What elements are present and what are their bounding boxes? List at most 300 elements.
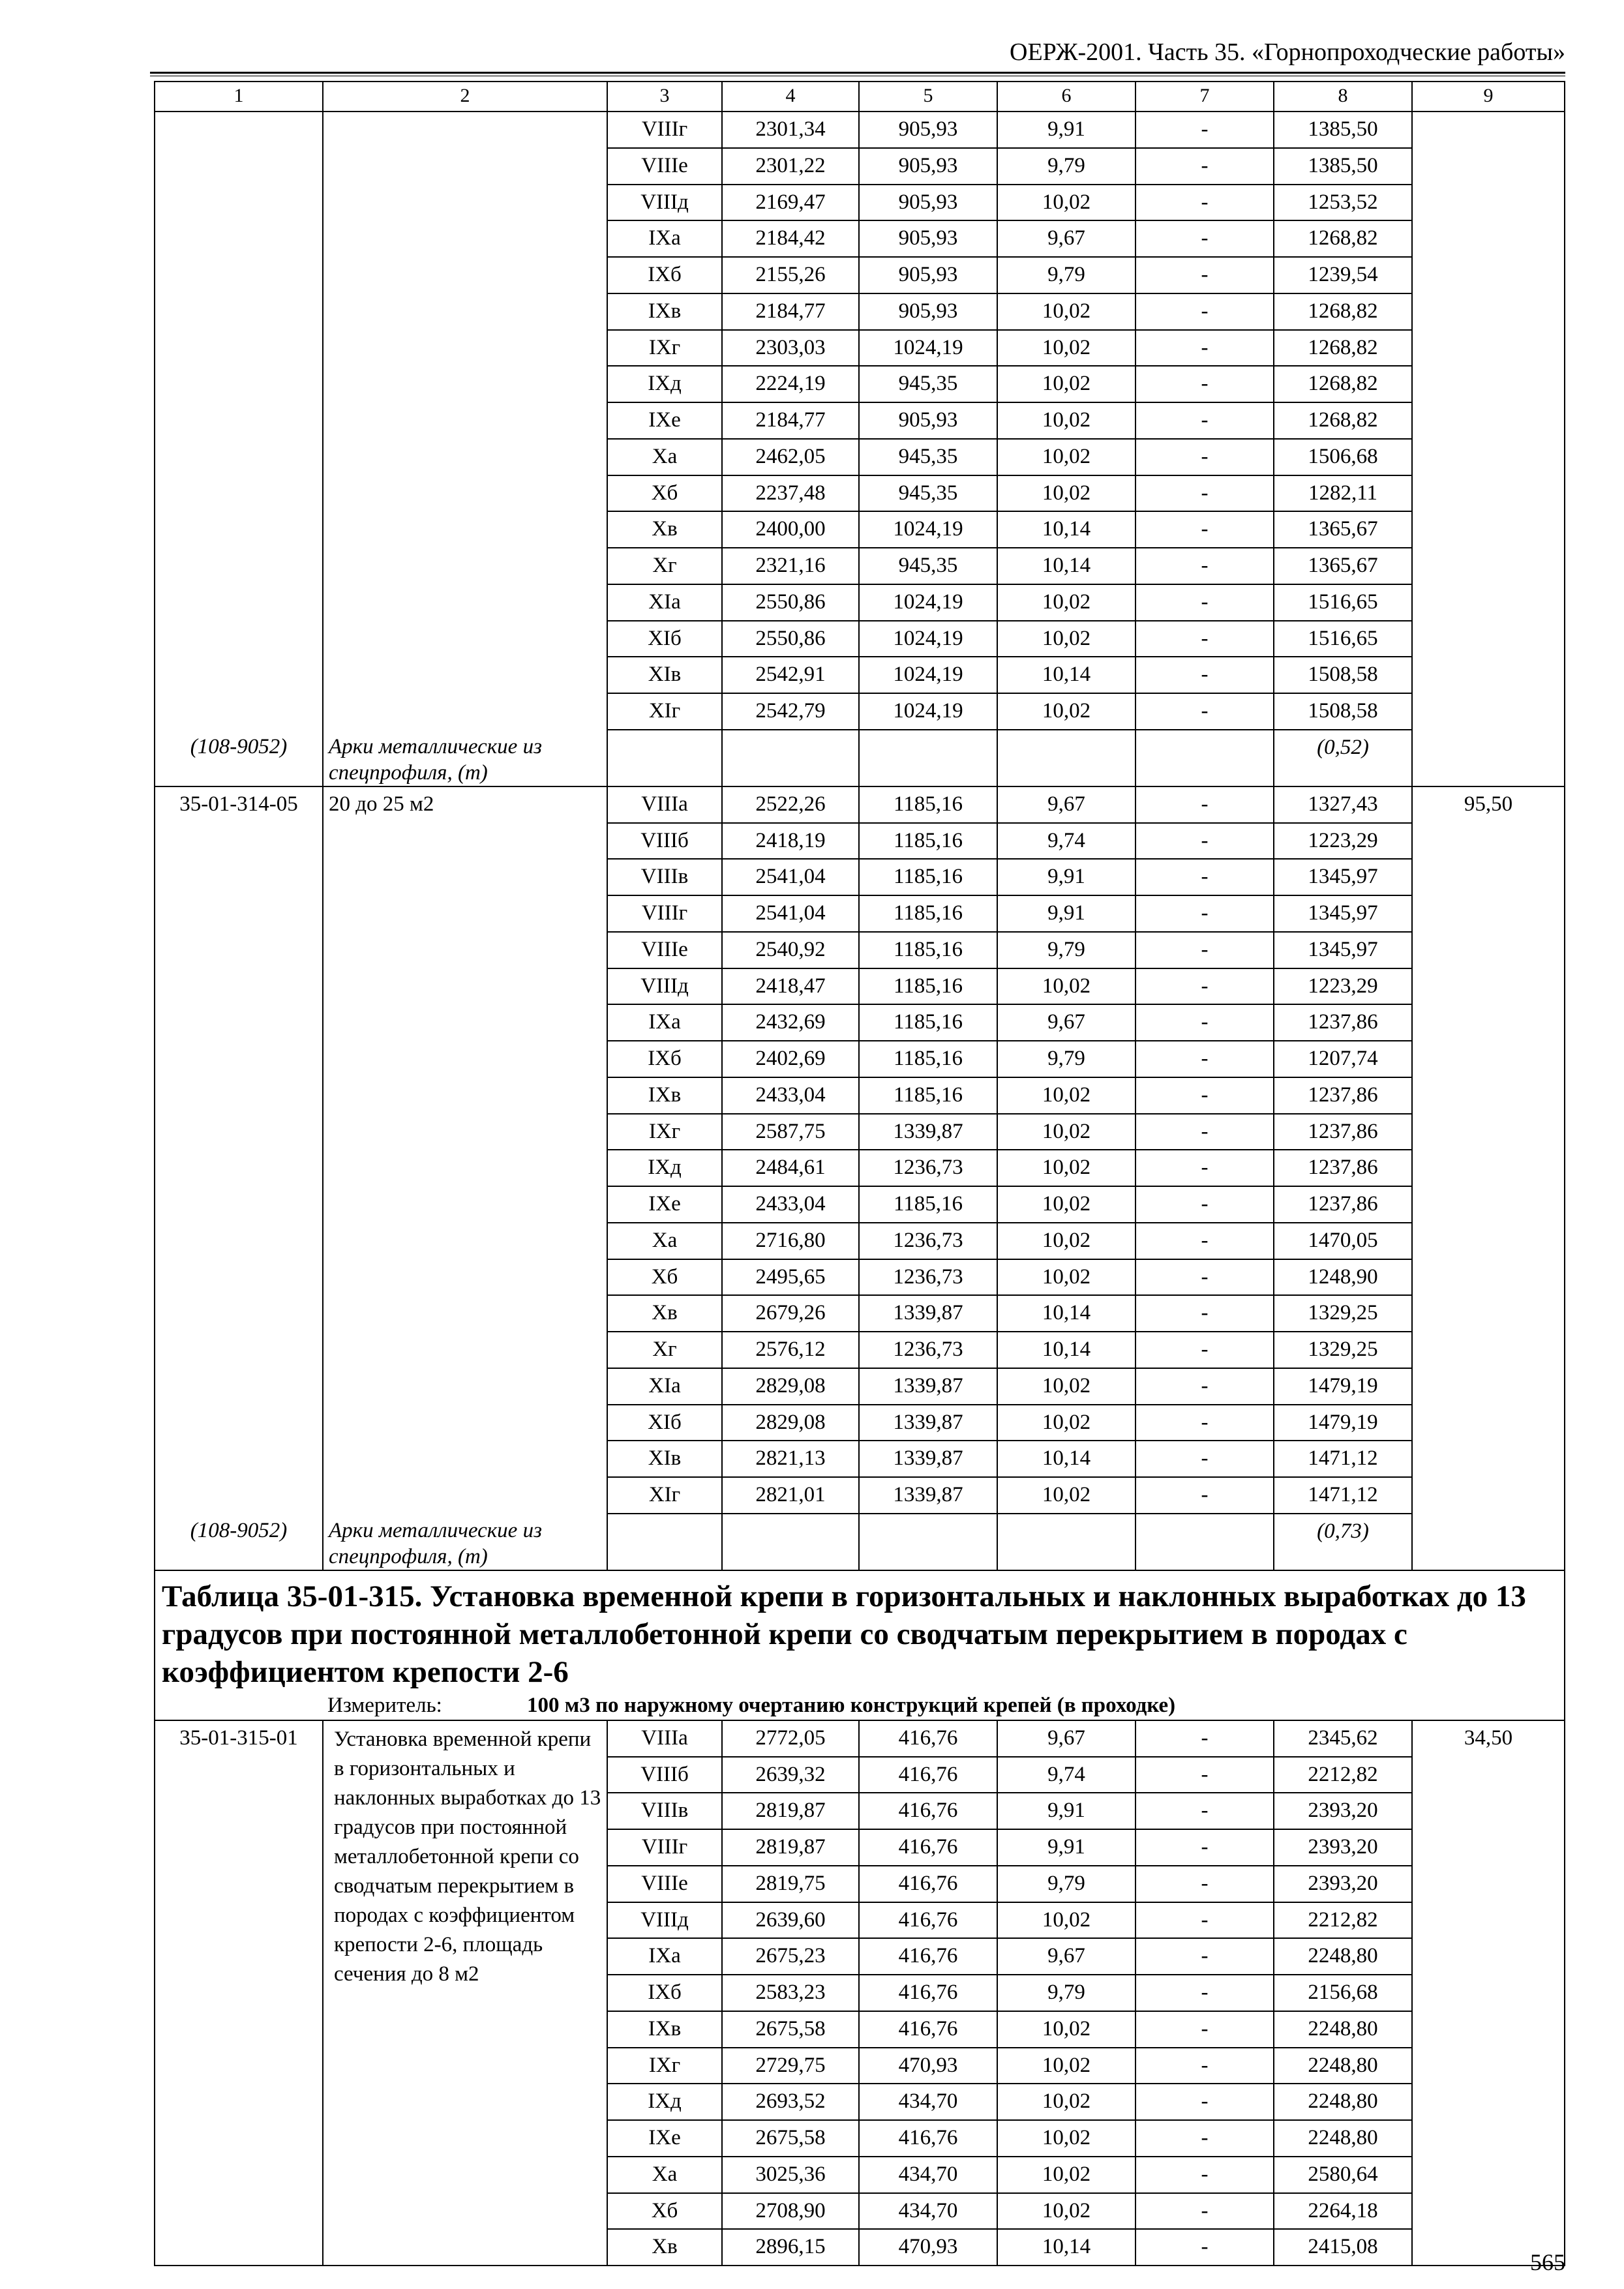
work-name-cell: [323, 112, 607, 148]
materials-cell: 1365,67: [1274, 511, 1412, 548]
labor-cell: [1412, 584, 1565, 621]
direct-cost-cell: 2675,58: [722, 2120, 859, 2157]
machine-cost-cell: 9,67: [997, 1938, 1135, 1975]
code-cell: [155, 330, 323, 367]
table-row: [155, 1041, 1565, 1077]
wages-cell: 470,93: [859, 2229, 997, 2266]
code-cell: [155, 932, 323, 968]
materials-cell: 2580,64: [1274, 2157, 1412, 2193]
code-cell: [155, 1793, 323, 1829]
machine-cost-cell: 10,02: [997, 475, 1135, 512]
direct-cost-cell: 2184,77: [722, 293, 859, 330]
wages-cell: 905,93: [859, 112, 997, 148]
direct-cost-cell: 3025,36: [722, 2157, 859, 2193]
driver-wages-cell: -: [1135, 895, 1274, 932]
machine-cost-cell: 10,02: [997, 293, 1135, 330]
wages-cell: 1339,87: [859, 1405, 997, 1441]
labor-cell: [1412, 932, 1565, 968]
table-row: [155, 1114, 1565, 1150]
labor-cell: [1412, 1975, 1565, 2011]
machine-cost-cell: 10,02: [997, 330, 1135, 367]
code-cell: [155, 439, 323, 475]
direct-cost-cell: 2433,04: [722, 1077, 859, 1114]
zone-cell: IXг: [607, 330, 722, 367]
code-cell: [155, 859, 323, 895]
zone-cell: XIв: [607, 1441, 722, 1477]
wages-cell: 1185,16: [859, 1186, 997, 1223]
driver-wages-cell: -: [1135, 823, 1274, 860]
zone-cell: IXа: [607, 220, 722, 257]
machine-cost-cell: 10,02: [997, 1223, 1135, 1259]
zone-cell: Xа: [607, 439, 722, 475]
table-row: [155, 220, 1565, 257]
column-number: 9: [1412, 82, 1565, 112]
zone-cell: VIIIе: [607, 1866, 722, 1902]
materials-cell: 1471,12: [1274, 1441, 1412, 1477]
labor-cell: [1412, 112, 1565, 148]
code-cell: [155, 2157, 323, 2193]
materials-cell: 1268,82: [1274, 293, 1412, 330]
table-row: [155, 1720, 1565, 1757]
direct-cost-cell: 2303,03: [722, 330, 859, 367]
code-cell: [155, 548, 323, 584]
work-name-cell: [323, 1114, 607, 1150]
materials-cell: 2248,80: [1274, 2084, 1412, 2120]
machine-cost-cell: 10,02: [997, 1186, 1135, 1223]
table-row: [155, 1405, 1565, 1441]
empty-cell: [859, 1514, 997, 1570]
direct-cost-cell: 2432,69: [722, 1004, 859, 1041]
labor-cell: [1412, 1938, 1565, 1975]
driver-wages-cell: -: [1135, 475, 1274, 512]
labor-cell: 34,50: [1412, 1720, 1565, 1757]
direct-cost-cell: 2675,58: [722, 2011, 859, 2048]
driver-wages-cell: -: [1135, 185, 1274, 221]
zone-cell: IXв: [607, 2011, 722, 2048]
machine-cost-cell: 10,02: [997, 2193, 1135, 2230]
materials-cell: 1516,65: [1274, 621, 1412, 657]
zone-cell: VIIIг: [607, 112, 722, 148]
work-name-cell: [323, 402, 607, 439]
table-row: [155, 859, 1565, 895]
materials-cell: 2415,08: [1274, 2229, 1412, 2266]
materials-cell: 2393,20: [1274, 1793, 1412, 1829]
wages-cell: 416,76: [859, 1757, 997, 1793]
zone-cell: IXе: [607, 2120, 722, 2157]
driver-wages-cell: -: [1135, 932, 1274, 968]
direct-cost-cell: 2418,47: [722, 968, 859, 1005]
table-row: [155, 1223, 1565, 1259]
zone-cell: Xа: [607, 2157, 722, 2193]
driver-wages-cell: -: [1135, 693, 1274, 730]
wages-cell: 1185,16: [859, 786, 997, 823]
direct-cost-cell: 2542,79: [722, 693, 859, 730]
zone-cell: VIIIе: [607, 932, 722, 968]
wages-cell: 1185,16: [859, 968, 997, 1005]
wages-cell: 905,93: [859, 257, 997, 293]
empty-cell: [1412, 730, 1565, 786]
table-row: [155, 1004, 1565, 1041]
labor-cell: [1412, 1829, 1565, 1866]
work-name-cell: [323, 1259, 607, 1296]
driver-wages-cell: -: [1135, 366, 1274, 402]
direct-cost-cell: 2321,16: [722, 548, 859, 584]
zone-cell: Xб: [607, 475, 722, 512]
labor-cell: [1412, 1004, 1565, 1041]
machine-cost-cell: 9,67: [997, 786, 1135, 823]
driver-wages-cell: -: [1135, 511, 1274, 548]
wages-cell: 905,93: [859, 402, 997, 439]
table-title-cell: [155, 1570, 1565, 1720]
driver-wages-cell: -: [1135, 257, 1274, 293]
wages-cell: 1236,73: [859, 1223, 997, 1259]
labor-cell: [1412, 1259, 1565, 1296]
table-row: [155, 621, 1565, 657]
materials-cell: 1479,19: [1274, 1368, 1412, 1405]
labor-cell: [1412, 1866, 1565, 1902]
machine-cost-cell: 10,02: [997, 2011, 1135, 2048]
table-row: [155, 584, 1565, 621]
machine-cost-cell: 10,14: [997, 2229, 1135, 2266]
wages-cell: 1185,16: [859, 823, 997, 860]
direct-cost-cell: 2540,92: [722, 932, 859, 968]
resource-row: [155, 1514, 1565, 1570]
wages-cell: 1339,87: [859, 1441, 997, 1477]
driver-wages-cell: -: [1135, 786, 1274, 823]
labor-cell: [1412, 1405, 1565, 1441]
direct-cost-cell: 2772,05: [722, 1720, 859, 1757]
code-cell: [155, 1757, 323, 1793]
code-cell: [155, 2193, 323, 2230]
table-row: [155, 1332, 1565, 1368]
driver-wages-cell: -: [1135, 330, 1274, 367]
direct-cost-cell: 2587,75: [722, 1114, 859, 1150]
table-row: [155, 786, 1565, 823]
driver-wages-cell: -: [1135, 1114, 1274, 1150]
driver-wages-cell: -: [1135, 859, 1274, 895]
work-name-cell: [323, 1368, 607, 1405]
work-name-cell: [323, 185, 607, 221]
wages-cell: 416,76: [859, 1902, 997, 1939]
zone-cell: IXб: [607, 257, 722, 293]
empty-cell: [607, 1514, 722, 1570]
direct-cost-cell: 2675,23: [722, 1938, 859, 1975]
code-cell: [155, 2120, 323, 2157]
wages-cell: 416,76: [859, 2120, 997, 2157]
labor-cell: [1412, 511, 1565, 548]
work-name-cell: [323, 1295, 607, 1332]
code-cell: [155, 112, 323, 148]
empty-cell: [722, 1514, 859, 1570]
table-row: [155, 511, 1565, 548]
materials-cell: 2393,20: [1274, 1866, 1412, 1902]
measure-label: Измеритель:: [327, 1693, 442, 1717]
materials-cell: 1207,74: [1274, 1041, 1412, 1077]
table-row: [155, 1259, 1565, 1296]
table-title-row: [155, 1570, 1565, 1720]
work-name-cell: [323, 621, 607, 657]
zone-cell: Xб: [607, 2193, 722, 2230]
driver-wages-cell: -: [1135, 1368, 1274, 1405]
materials-cell: 1508,58: [1274, 657, 1412, 693]
wages-cell: 416,76: [859, 1720, 997, 1757]
work-name-cell: [323, 932, 607, 968]
machine-cost-cell: 10,02: [997, 621, 1135, 657]
driver-wages-cell: -: [1135, 2084, 1274, 2120]
wages-cell: 1024,19: [859, 693, 997, 730]
labor-cell: [1412, 1902, 1565, 1939]
machine-cost-cell: 10,14: [997, 657, 1135, 693]
table-row: [155, 693, 1565, 730]
wages-cell: 416,76: [859, 1938, 997, 1975]
materials-cell: 1471,12: [1274, 1477, 1412, 1514]
labor-cell: [1412, 1186, 1565, 1223]
direct-cost-cell: 2829,08: [722, 1405, 859, 1441]
empty-cell: [859, 730, 997, 786]
zone-cell: Xа: [607, 1223, 722, 1259]
table-row: [155, 657, 1565, 693]
driver-wages-cell: -: [1135, 1793, 1274, 1829]
machine-cost-cell: 9,79: [997, 257, 1135, 293]
machine-cost-cell: 10,02: [997, 2120, 1135, 2157]
machine-cost-cell: 10,14: [997, 1295, 1135, 1332]
work-name-cell: [323, 330, 607, 367]
code-cell: 35-01-315-01: [155, 1720, 323, 1757]
materials-cell: 2264,18: [1274, 2193, 1412, 2230]
direct-cost-cell: 2716,80: [722, 1223, 859, 1259]
machine-cost-cell: 9,74: [997, 1757, 1135, 1793]
materials-cell: 2248,80: [1274, 1938, 1412, 1975]
zone-cell: Xв: [607, 1295, 722, 1332]
driver-wages-cell: -: [1135, 1077, 1274, 1114]
labor-cell: [1412, 366, 1565, 402]
column-number: 7: [1135, 82, 1274, 112]
table-row: [155, 823, 1565, 860]
materials-cell: 1329,25: [1274, 1295, 1412, 1332]
materials-cell: 1345,97: [1274, 895, 1412, 932]
resource-value: (0,52): [1274, 730, 1412, 786]
machine-cost-cell: 9,91: [997, 112, 1135, 148]
work-name-cell: [323, 859, 607, 895]
driver-wages-cell: -: [1135, 2048, 1274, 2084]
code-cell: [155, 1259, 323, 1296]
wages-cell: 416,76: [859, 1829, 997, 1866]
code-cell: [155, 1077, 323, 1114]
wages-cell: 1185,16: [859, 1004, 997, 1041]
direct-cost-cell: 2541,04: [722, 859, 859, 895]
wages-cell: 905,93: [859, 148, 997, 185]
wages-cell: 905,93: [859, 293, 997, 330]
wages-cell: 1339,87: [859, 1368, 997, 1405]
rates-table: [154, 81, 1565, 2266]
code-cell: [155, 511, 323, 548]
page-header-title: ОЕРЖ-2001. Часть 35. «Горнопроходческие работы»: [1010, 38, 1565, 66]
work-description-cell: [323, 1720, 607, 2266]
labor-cell: [1412, 1368, 1565, 1405]
driver-wages-cell: -: [1135, 1829, 1274, 1866]
code-cell: [155, 1223, 323, 1259]
labor-cell: [1412, 1793, 1565, 1829]
machine-cost-cell: 10,02: [997, 1477, 1135, 1514]
table-row: [155, 330, 1565, 367]
wages-cell: 1024,19: [859, 657, 997, 693]
table-row: [155, 932, 1565, 968]
work-name-cell: [323, 1077, 607, 1114]
driver-wages-cell: -: [1135, 1041, 1274, 1077]
table-row: [155, 148, 1565, 185]
zone-cell: IXа: [607, 1004, 722, 1041]
code-cell: [155, 1829, 323, 1866]
zone-cell: VIIIд: [607, 968, 722, 1005]
code-cell: [155, 1114, 323, 1150]
labor-cell: [1412, 330, 1565, 367]
direct-cost-cell: 2237,48: [722, 475, 859, 512]
wages-cell: 1185,16: [859, 1041, 997, 1077]
labor-cell: [1412, 1077, 1565, 1114]
labor-cell: [1412, 693, 1565, 730]
direct-cost-cell: 2155,26: [722, 257, 859, 293]
empty-cell: [607, 730, 722, 786]
table-row: [155, 402, 1565, 439]
machine-cost-cell: 10,02: [997, 366, 1135, 402]
work-description: Установка временной крепи в горизонтальных и наклонных выработках до 13 градусов при постоянной металлобетонной крепи со сводчатым перекрытием в породах с коэффициентом крепости 2-6, площадь сечения до 8 м2: [334, 1727, 601, 1986]
table-row: [155, 1368, 1565, 1405]
driver-wages-cell: -: [1135, 1720, 1274, 1757]
code-cell: [155, 1405, 323, 1441]
work-name-cell: [323, 148, 607, 185]
zone-cell: VIIIа: [607, 1720, 722, 1757]
machine-cost-cell: 9,79: [997, 148, 1135, 185]
materials-cell: 1237,86: [1274, 1114, 1412, 1150]
driver-wages-cell: -: [1135, 220, 1274, 257]
direct-cost-cell: 2433,04: [722, 1186, 859, 1223]
direct-cost-cell: 2729,75: [722, 2048, 859, 2084]
driver-wages-cell: -: [1135, 2193, 1274, 2230]
resource-name-cell: [323, 1514, 607, 1570]
column-number: 6: [997, 82, 1135, 112]
table-row: [155, 112, 1565, 148]
machine-cost-cell: 10,02: [997, 1150, 1135, 1186]
table-row: [155, 895, 1565, 932]
wages-cell: 1185,16: [859, 895, 997, 932]
work-name-cell: [323, 548, 607, 584]
machine-cost-cell: 9,79: [997, 932, 1135, 968]
materials-cell: 2212,82: [1274, 1902, 1412, 1939]
direct-cost-cell: 2550,86: [722, 584, 859, 621]
labor-cell: [1412, 2084, 1565, 2120]
code-cell: [155, 1902, 323, 1939]
work-name-cell: [323, 475, 607, 512]
code-cell: [155, 257, 323, 293]
materials-cell: 1237,86: [1274, 1150, 1412, 1186]
zone-cell: IXе: [607, 1186, 722, 1223]
resource-code: (108-9052): [155, 1514, 323, 1570]
machine-cost-cell: 10,02: [997, 402, 1135, 439]
driver-wages-cell: -: [1135, 968, 1274, 1005]
wages-cell: 1339,87: [859, 1477, 997, 1514]
materials-cell: 1282,11: [1274, 475, 1412, 512]
work-name-cell: [323, 1477, 607, 1514]
code-cell: [155, 1295, 323, 1332]
wages-cell: 905,93: [859, 185, 997, 221]
table-row: [155, 293, 1565, 330]
measure-value: 100 м3 по наружному очертанию конструкций крепей (в проходке): [527, 1693, 1176, 1717]
code-cell: [155, 1441, 323, 1477]
code-cell: [155, 621, 323, 657]
materials-cell: 1516,65: [1274, 584, 1412, 621]
direct-cost-cell: 2169,47: [722, 185, 859, 221]
machine-cost-cell: 10,02: [997, 439, 1135, 475]
code-cell: [155, 1041, 323, 1077]
labor-cell: [1412, 2193, 1565, 2230]
driver-wages-cell: -: [1135, 2157, 1274, 2193]
code-cell: [155, 2048, 323, 2084]
driver-wages-cell: -: [1135, 1223, 1274, 1259]
work-name-cell: [323, 1405, 607, 1441]
driver-wages-cell: -: [1135, 1405, 1274, 1441]
machine-cost-cell: 10,02: [997, 2048, 1135, 2084]
driver-wages-cell: -: [1135, 1477, 1274, 1514]
labor-cell: [1412, 1041, 1565, 1077]
direct-cost-cell: 2301,22: [722, 148, 859, 185]
table-row: [155, 475, 1565, 512]
direct-cost-cell: 2639,32: [722, 1757, 859, 1793]
direct-cost-cell: 2821,13: [722, 1441, 859, 1477]
zone-cell: VIIIг: [607, 895, 722, 932]
wages-cell: 416,76: [859, 1866, 997, 1902]
labor-cell: [1412, 2120, 1565, 2157]
driver-wages-cell: -: [1135, 1295, 1274, 1332]
table-row: [155, 366, 1565, 402]
zone-cell: IXв: [607, 293, 722, 330]
zone-cell: Xг: [607, 548, 722, 584]
labor-cell: [1412, 1295, 1565, 1332]
code-cell: [155, 895, 323, 932]
materials-cell: 1223,29: [1274, 823, 1412, 860]
materials-cell: 1237,86: [1274, 1077, 1412, 1114]
work-name-cell: [323, 511, 607, 548]
labor-cell: [1412, 1441, 1565, 1477]
zone-cell: Xв: [607, 511, 722, 548]
materials-cell: 1345,97: [1274, 932, 1412, 968]
direct-cost-cell: 2583,23: [722, 1975, 859, 2011]
work-name-cell: [323, 220, 607, 257]
code-cell: [155, 185, 323, 221]
table-row: [155, 1077, 1565, 1114]
wages-cell: 1236,73: [859, 1150, 997, 1186]
wages-cell: 416,76: [859, 1975, 997, 2011]
work-name-cell: [323, 1041, 607, 1077]
labor-cell: [1412, 148, 1565, 185]
work-name-cell: [323, 823, 607, 860]
code-cell: [155, 1368, 323, 1405]
code-cell: [155, 584, 323, 621]
code-cell: [155, 220, 323, 257]
machine-cost-cell: 10,02: [997, 1902, 1135, 1939]
driver-wages-cell: -: [1135, 2229, 1274, 2266]
materials-cell: 1268,82: [1274, 330, 1412, 367]
code-cell: [155, 693, 323, 730]
work-name-cell: [323, 293, 607, 330]
zone-cell: VIIIб: [607, 1757, 722, 1793]
machine-cost-cell: 9,67: [997, 220, 1135, 257]
wages-cell: 945,35: [859, 366, 997, 402]
resource-value: (0,73): [1274, 1514, 1412, 1570]
wages-cell: 945,35: [859, 548, 997, 584]
labor-cell: [1412, 548, 1565, 584]
zone-cell: VIIIд: [607, 1902, 722, 1939]
code-cell: [155, 402, 323, 439]
